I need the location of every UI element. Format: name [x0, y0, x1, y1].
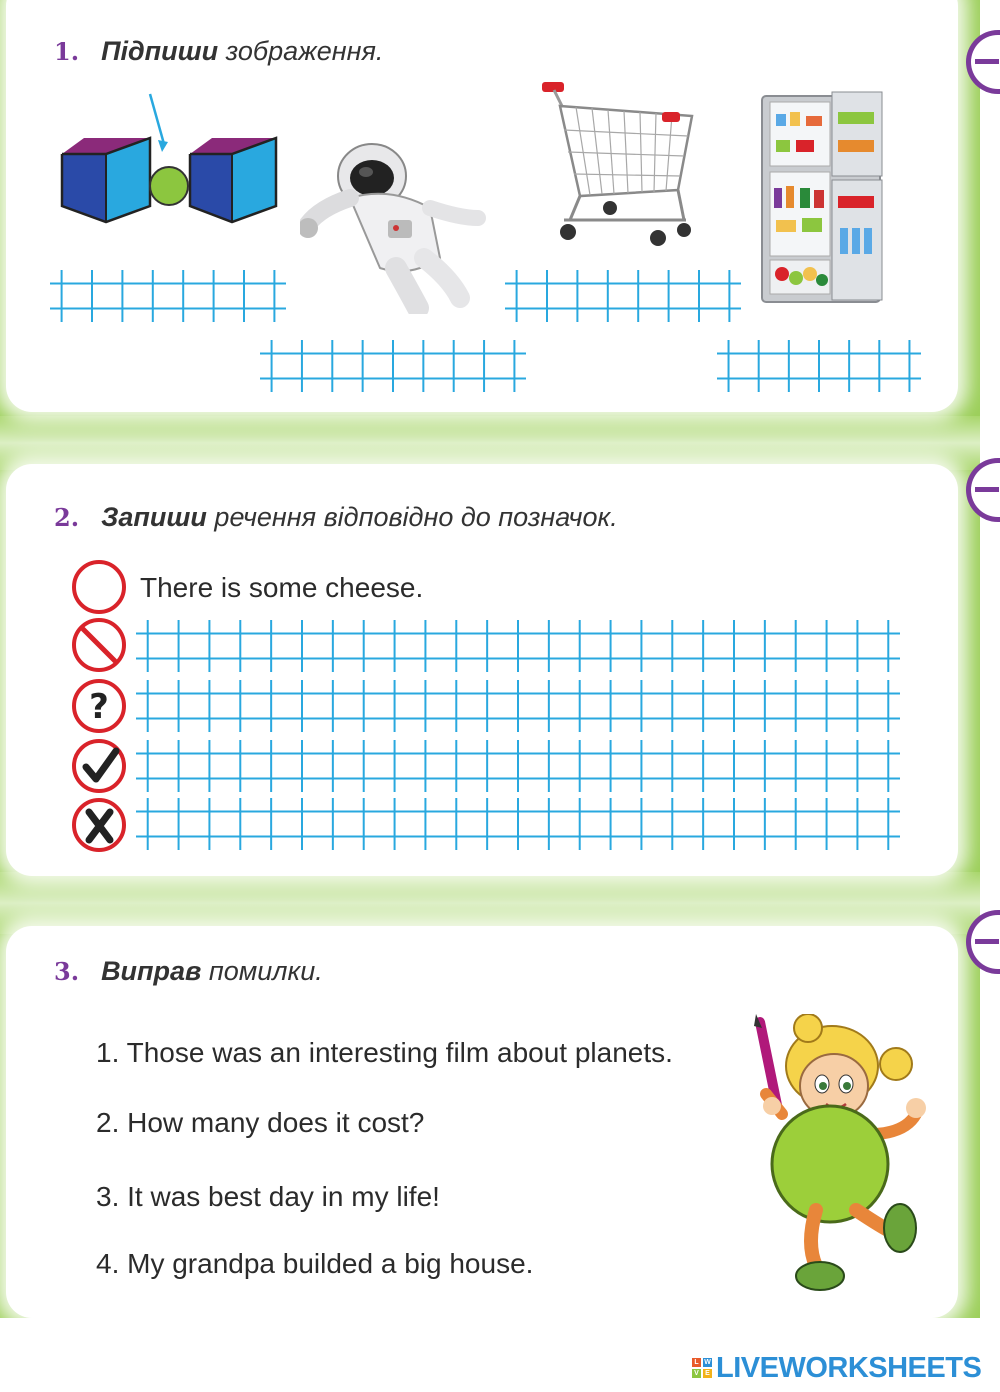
- no-entry-icon: [70, 616, 128, 674]
- task-verb: Запиши: [101, 502, 207, 532]
- task-number: 2.: [54, 503, 80, 532]
- task-verb: Підпиши: [101, 36, 219, 66]
- task-number: 3.: [54, 957, 80, 986]
- answer-grid[interactable]: [50, 270, 286, 322]
- answer-grid[interactable]: [260, 340, 526, 392]
- cross-icon: [70, 796, 128, 854]
- question-icon: [70, 677, 128, 735]
- answer-grid[interactable]: [136, 798, 900, 850]
- answer-grid[interactable]: [136, 620, 900, 672]
- task1-heading: [54, 36, 383, 67]
- exercise-item: 1. Those was an interesting film about planets.: [96, 1037, 673, 1068]
- example-sentence: There is some cheese.: [140, 572, 424, 603]
- task2-heading: [54, 502, 618, 533]
- task-instruction: речення відповідно до позначок.: [206, 502, 618, 532]
- molecule-icon: [58, 90, 280, 226]
- circle-icon: [70, 558, 128, 616]
- answer-grid[interactable]: [136, 740, 900, 792]
- girl-character-icon: [746, 1014, 932, 1296]
- task-number: 1.: [54, 37, 80, 66]
- check-icon: [70, 737, 128, 795]
- answer-grid[interactable]: [136, 680, 900, 732]
- shopping-cart-icon: [540, 80, 700, 246]
- task3-heading: [54, 956, 323, 987]
- answer-grid[interactable]: [505, 270, 741, 322]
- divider-band: [0, 416, 980, 470]
- task-verb: Виправ: [101, 956, 202, 986]
- fridge-icon: [756, 88, 892, 310]
- exercise-item: 2. How many does it cost?: [96, 1107, 425, 1138]
- exercise-item: 4. My grandpa builded a big house.: [96, 1248, 534, 1279]
- astronaut-icon: [300, 128, 486, 314]
- exercise-item: 3. It was best day in my life!: [96, 1181, 440, 1212]
- task-instruction: помилки.: [201, 956, 323, 986]
- logo-icon: L W V E: [692, 1358, 712, 1378]
- divider-band: [0, 872, 980, 934]
- svg-text:?: ?: [89, 687, 109, 727]
- answer-grid[interactable]: [717, 340, 921, 392]
- task-instruction: зображення.: [218, 36, 384, 66]
- brand-name: LIVEWORKSHEETS: [716, 1351, 982, 1384]
- liveworksheets-logo: [692, 1352, 981, 1384]
